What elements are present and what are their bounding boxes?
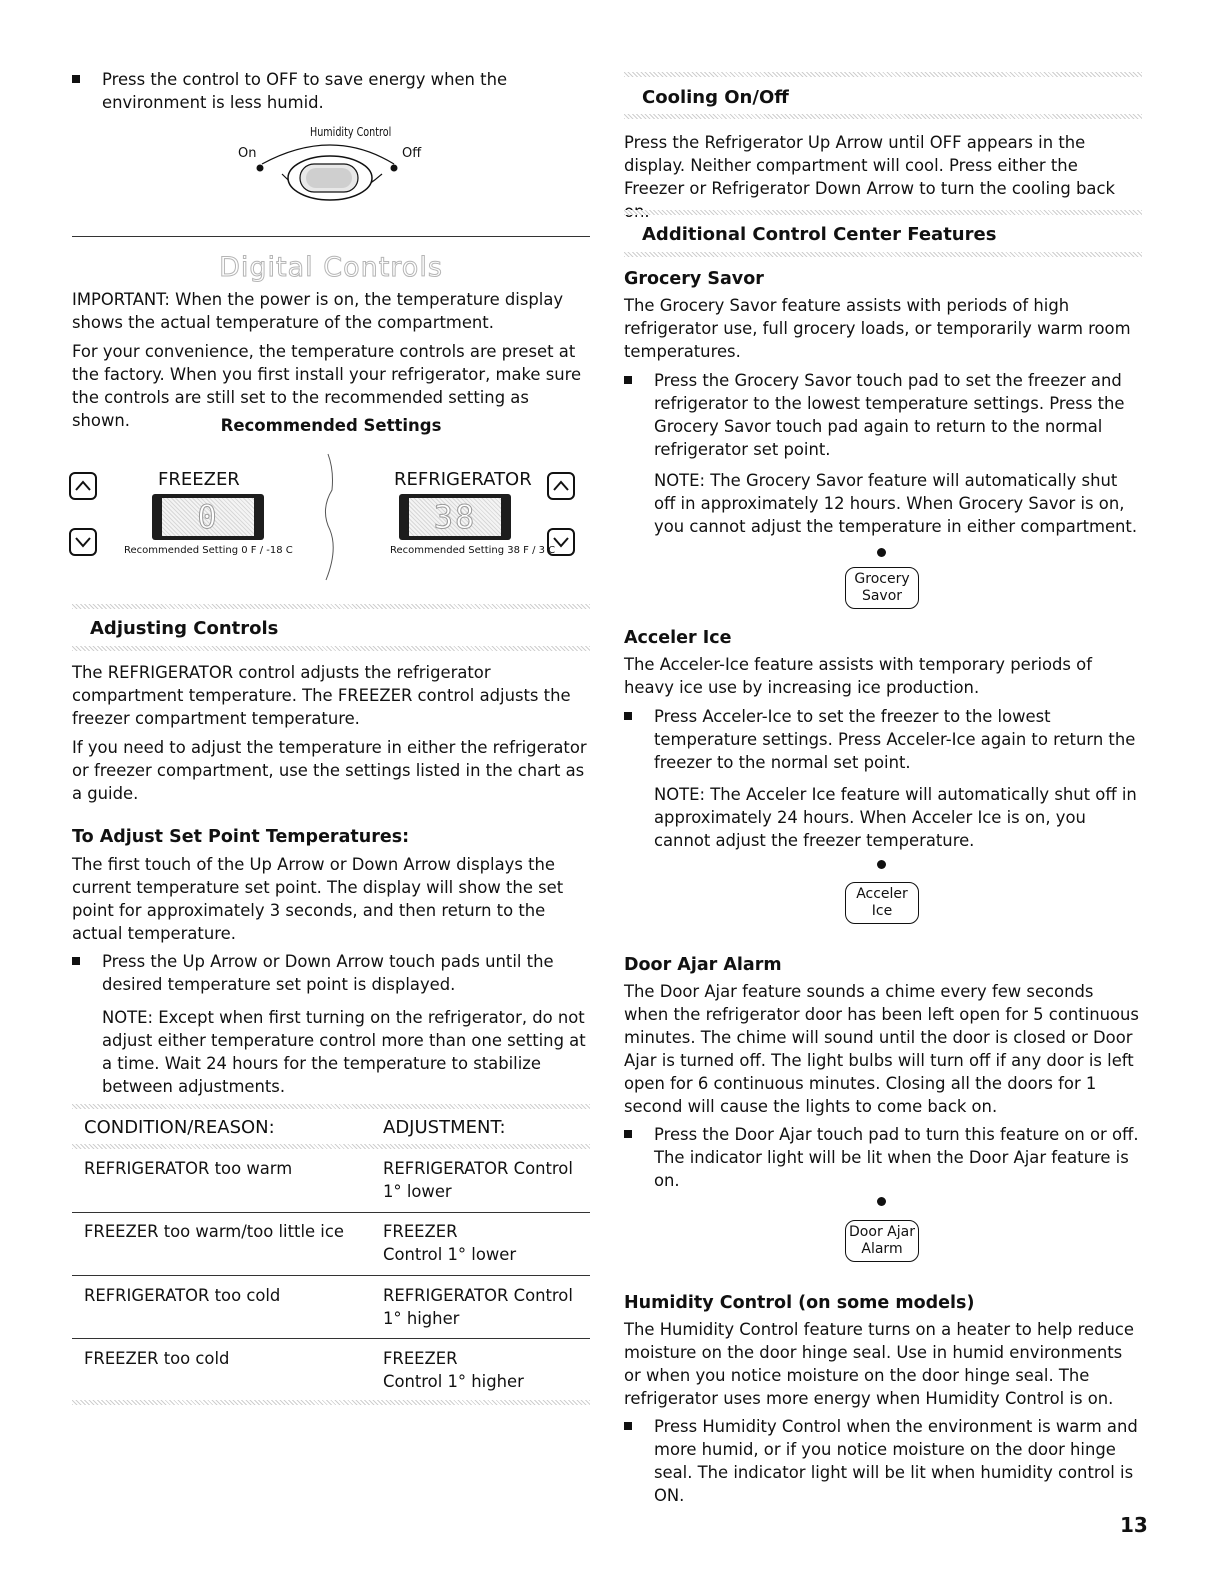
section-divider — [72, 236, 590, 237]
table-bottom-band — [72, 1400, 590, 1405]
refrigerator-up-arrow-icon — [547, 472, 575, 500]
set-point-note: NOTE: Except when first turning on the refrigerator, do not adjust either temperature control more than one setting at a time. Wait 24 hours for the temperature to stabilize between adjustments. — [102, 1008, 586, 1096]
table-row-1-adjust-2: 1° lower — [383, 1182, 452, 1201]
humidity-diagram-on: On — [238, 146, 257, 161]
door-ajar-button: Door Ajar Alarm — [845, 1220, 919, 1262]
acceler-ice-note: NOTE: The Acceler Ice feature will automatically shut off in approximately 24 hours. When Acceler Ice is on, you cannot adjust the freezer temperature. — [654, 785, 1137, 850]
table-row-3-adjust-1: REFRIGERATOR Control — [383, 1286, 573, 1305]
humidity-control-diagram — [222, 122, 462, 220]
set-point-title: To Adjust Set Point Temperatures: — [72, 827, 410, 847]
table-row-2-adjust-1: FREEZER — [383, 1222, 458, 1241]
table-row-1-adjust-1: REFRIGERATOR Control — [383, 1159, 573, 1178]
table-header-adjustment: ADJUSTMENT: — [383, 1117, 506, 1138]
page-number: 13 — [1120, 1513, 1148, 1537]
set-point-paragraph: The first touch of the Up Arrow or Down Arrow displays the current temperature set point. The display will show the set point for approximately 3 seconds, and then return to the actual temperature. — [72, 855, 564, 943]
additional-features-title: Additional Control Center Features — [642, 224, 997, 245]
indicator-light-icon — [877, 1197, 886, 1206]
adjusting-paragraph-1: The REFRIGERATOR control adjusts the refrigerator compartment temperature. The FREEZER control adjusts the freezer compartment temperature. — [72, 663, 571, 728]
acceler-ice-title: Acceler Ice — [624, 628, 732, 648]
freezer-up-arrow-icon — [69, 472, 97, 500]
table-row-divider — [72, 1212, 590, 1213]
humidity-control-paragraph: The Humidity Control feature turns on a heater to help reduce moisture on the door hinge seal. Use in humid environments or when you notice moisture on the door hinge seal. The refrigerator uses more energy when Humidity Control is on. — [624, 1320, 1134, 1408]
indicator-light-icon — [877, 548, 886, 557]
acceler-ice-paragraph: The Acceler-Ice feature assists with temporary periods of heavy ice use by increasing ice production. — [624, 655, 1092, 697]
freezer-caption: Recommended Setting 0 F / -18 C — [124, 545, 293, 556]
table-top-band — [72, 1104, 590, 1109]
cooling-paragraph: Press the Refrigerator Up Arrow until OFF appears in the display. Neither compartment will cool. Press either the Freezer or Refrigerator Down Arrow to turn the cooling back — [624, 133, 1115, 198]
table-row-1-condition: REFRIGERATOR too warm — [84, 1159, 293, 1178]
table-row-2-condition: FREEZER too warm/too little ice — [84, 1222, 344, 1241]
table-row-divider — [72, 1338, 590, 1339]
additional-band-bottom — [624, 252, 1142, 257]
humidity-knob-icon — [222, 122, 462, 220]
important-paragraph: IMPORTANT: When the power is on, the temperature display shows the actual temperature of the compartment. — [72, 290, 564, 332]
grocery-savor-paragraph: The Grocery Savor feature assists with periods of high refrigerator use, full grocery loads, or temporarily warm room temperatures. — [624, 296, 1131, 361]
table-row-4-adjust-2: Control 1° higher — [383, 1372, 524, 1391]
band-bottom — [72, 646, 590, 651]
adjusting-controls-title: Adjusting Controls — [90, 618, 279, 639]
adjusting-paragraph-2: If you need to adjust the temperature in either the refrigerator or freezer compartment, use the settings listed in the chart as a guide. — [72, 738, 587, 803]
freezer-down-arrow-icon — [69, 528, 97, 556]
refrigerator-display — [399, 494, 511, 540]
table-header-band — [72, 1144, 590, 1149]
refrigerator-down-arrow-icon — [547, 528, 575, 556]
grocery-savor-title: Grocery Savor — [624, 269, 764, 289]
humidity-diagram-off: Off — [402, 146, 422, 161]
digital-controls-title: Digital Controls — [219, 252, 443, 283]
divider-curve-icon — [312, 450, 352, 586]
grocery-savor-note: NOTE: The Grocery Savor feature will automatically shut off in approximately 12 hours. When Grocery Savor is on, you cannot adjust the temperature in either compartment. — [654, 471, 1138, 536]
grocery-savor-button: Grocery Savor — [845, 567, 919, 609]
convenience-paragraph: For your convenience, the temperature controls are preset at the factory. When you first install your refrigerator, make sure the controls are still set to the recommended setting as shown. — [72, 342, 582, 430]
freezer-display — [152, 494, 264, 540]
recommended-settings-title: Recommended Settings — [220, 416, 442, 435]
refrigerator-caption: Recommended Setting 38 F / 3 C — [390, 545, 556, 556]
freezer-label: FREEZER — [158, 469, 240, 490]
table-row-2-adjust-2: Control 1° lower — [383, 1245, 517, 1264]
table-row-divider — [72, 1275, 590, 1276]
acceler-ice-button: Acceler Ice — [845, 882, 919, 924]
table-header-condition: CONDITION/REASON: — [84, 1117, 275, 1138]
humidity-control-title: Humidity Control (on some models) — [624, 1293, 975, 1313]
additional-band-top — [624, 210, 1142, 215]
table-row-3-condition: REFRIGERATOR too cold — [84, 1286, 281, 1305]
freezer-display-value: 0 — [162, 498, 254, 536]
table-row-3-adjust-2: 1° higher — [383, 1309, 460, 1328]
refrigerator-display-value: 38 — [409, 498, 501, 536]
table-row-4-condition: FREEZER too cold — [84, 1349, 230, 1368]
cooling-band-bottom — [624, 114, 1142, 119]
humidity-diagram-title: Humidity Control — [310, 125, 392, 139]
refrigerator-label: REFRIGERATOR — [394, 469, 532, 490]
cooling-title: Cooling On/Off — [642, 87, 789, 108]
door-ajar-title: Door Ajar Alarm — [624, 955, 782, 975]
indicator-light-icon — [877, 860, 886, 869]
table-row-4-adjust-1: FREEZER — [383, 1349, 458, 1368]
control-panel-diagram — [72, 450, 590, 586]
cooling-band-top — [624, 72, 1142, 77]
door-ajar-paragraph: The Door Ajar feature sounds a chime every few seconds when the refrigerator door has been left open for 5 continuous minutes. The chime will sound until the door is closed or Door Ajar is turned off. The light bulbs will turn off if any door is left open for 6 continuous minutes. Closing all the doors for 1 second will cause the lights to come back on. — [624, 982, 1139, 1116]
